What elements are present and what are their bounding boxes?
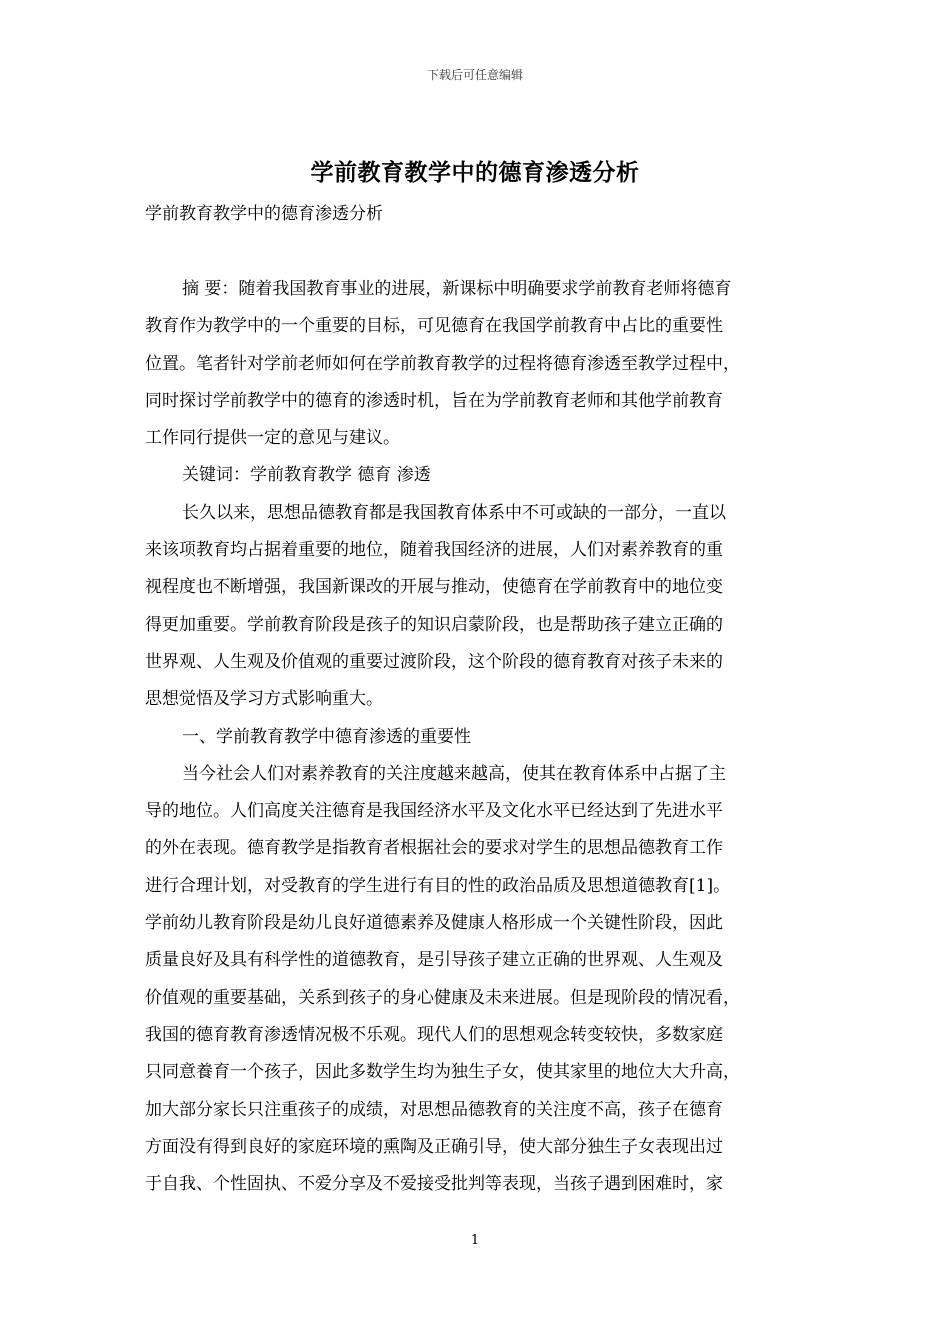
- document-subtitle: 学前教育教学中的德育渗透分析: [145, 204, 383, 224]
- body-text: [145, 271, 810, 1203]
- text-line: 摘 要：随着我国教育事业的进展，新课标中明确要求学前教育老师将德育: [182, 279, 732, 299]
- text-line: 学前幼儿教育阶段是幼儿良好道德素养及健康人格形成一个关键性阶段，因此: [145, 913, 723, 934]
- text-line: 位置。笔者针对学前老师如何在学前教育教学的过程将德育渗透至教学过程中，: [145, 353, 740, 374]
- text-line: 当今社会人们对素养教育的关注度越来越高，使其在教育体系中占据了主: [182, 763, 726, 784]
- page-number: 1: [470, 1233, 480, 1248]
- text-line: 的外在表现。德育教学是指教育者根据社会的要求对学生的思想品德教育工作: [145, 838, 723, 859]
- document-title: 学前教育教学中的德育渗透分析: [310, 159, 640, 186]
- text-line: 进行合理计划，对受教育的学生进行有目的性的政治品质及思想道德教育[1]。: [145, 875, 731, 896]
- text-line: 关键词：学前教育教学 德育 渗透: [182, 465, 431, 486]
- text-line: 同时探讨学前教学中的德育的渗透时机，旨在为学前教育老师和其他学前教育: [145, 390, 723, 411]
- text-line: 长久以来，思想品德教育都是我国教育体系中不可或缺的一部分，一直以: [182, 502, 726, 523]
- text-line: 只同意養育一个孩子，因此多数学生均为独生子女，使其家里的地位大大升高，: [145, 1062, 740, 1083]
- text-line: 一、学前教育教学中德育渗透的重要性: [182, 726, 471, 747]
- text-line: 导的地位。人们高度关注德育是我国经济水平及文化水平已经达到了先进水平: [145, 801, 723, 822]
- text-line: 思想觉悟及学习方式影响重大。: [145, 689, 383, 710]
- text-line: 视程度也不断增强，我国新课改的开展与推动，使德育在学前教育中的地位变: [145, 577, 723, 598]
- text-line: 来该项教育均占据着重要的地位，随着我国经济的进展，人们对素养教育的重: [145, 540, 723, 561]
- text-line: 质量良好及具有科学性的道德教育，是引导孩子建立正确的世界观、人生观及: [145, 950, 723, 971]
- text-line: 得更加重要。学前教育阶段是孩子的知识启蒙阶段，也是帮助孩子建立正确的: [145, 614, 723, 635]
- text-line: 加大部分家长只注重孩子的成绩，对思想品德教育的关注度不高，孩子在德育: [145, 1099, 723, 1120]
- text-line: 教育作为教学中的一个重要的目标，可见德育在我国学前教育中占比的重要性: [145, 316, 723, 337]
- text-line: 我国的德育教育渗透情况极不乐观。现代人们的思想观念转变较快，多数家庭: [145, 1024, 723, 1045]
- text-line: 价值观的重要基础，关系到孩子的身心健康及未来进展。但是现阶段的情况看，: [145, 987, 740, 1008]
- text-line: 世界观、人生观及价值观的重要过渡阶段，这个阶段的德育教育对孩子未来的: [145, 651, 723, 672]
- text-line: 于自我、个性固执、不爱分享及不爱接受批判等表现，当孩子遇到困难时，家: [145, 1174, 723, 1195]
- header-note: 下载后可任意编辑: [426, 68, 523, 82]
- text-line: 工作同行提供一定的意见与建议。: [145, 428, 400, 449]
- text-line: 方面没有得到良好的家庭环境的熏陶及正确引导，使大部分独生子女表现出过: [145, 1136, 723, 1157]
